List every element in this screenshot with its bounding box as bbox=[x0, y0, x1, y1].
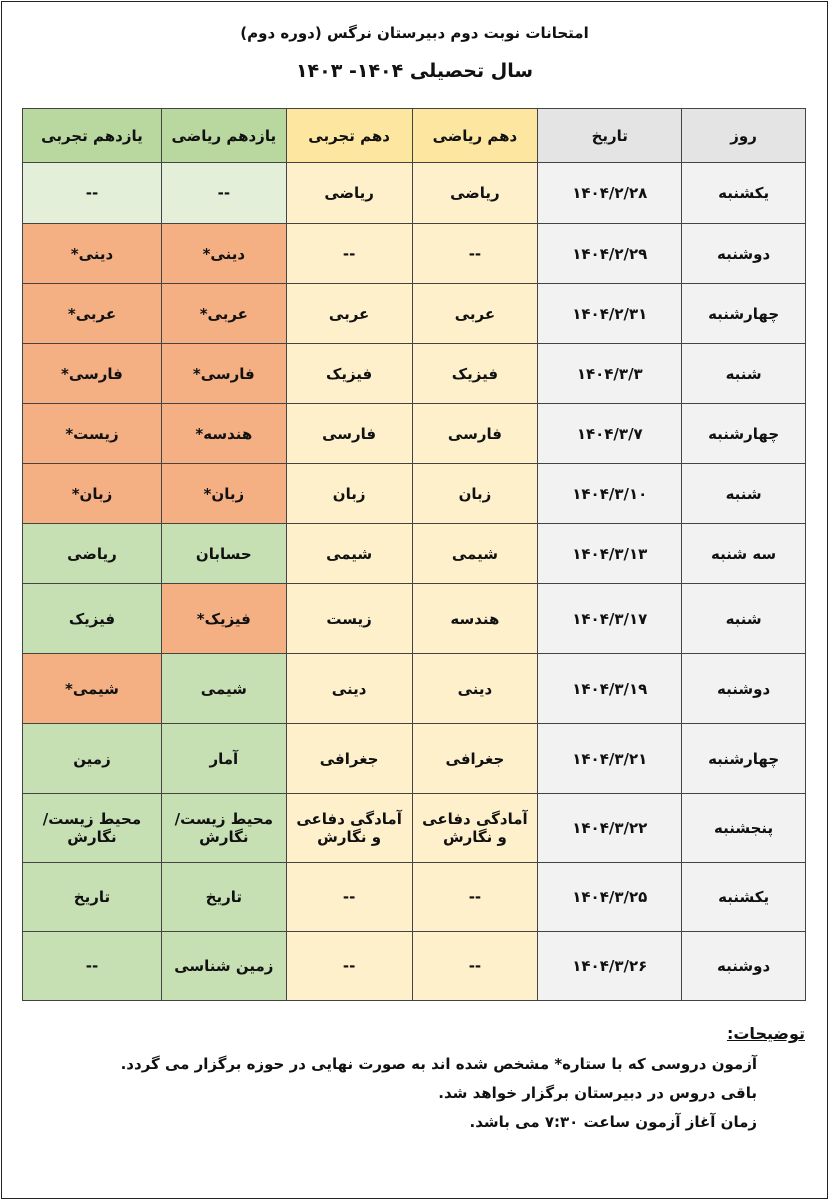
yazdahom-riazi-cell: آمار bbox=[161, 724, 286, 794]
dahom-riazi-cell: شیمی bbox=[412, 524, 538, 584]
exam-schedule-table bbox=[22, 108, 806, 1001]
day-cell: دوشنبه bbox=[682, 224, 806, 284]
dahom-riazi-cell: -- bbox=[412, 863, 538, 932]
yazdahom-tajrobi-cell: محیط زیست/ نگارش bbox=[23, 794, 162, 863]
dahom-tajrobi-cell: -- bbox=[286, 224, 412, 284]
day-cell: یکشنبه bbox=[682, 163, 806, 224]
header-date: تاریخ bbox=[538, 109, 682, 163]
table-row bbox=[23, 284, 806, 344]
day-cell: چهارشنبه bbox=[682, 404, 806, 464]
table-row bbox=[23, 932, 806, 1001]
day-cell: شنبه bbox=[682, 584, 806, 654]
yazdahom-riazi-cell: عربی* bbox=[161, 284, 286, 344]
table-row bbox=[23, 724, 806, 794]
yazdahom-tajrobi-cell: دینی* bbox=[23, 224, 162, 284]
date-cell: ۱۴۰۴/۳/۱۹ bbox=[538, 654, 682, 724]
table-row bbox=[23, 404, 806, 464]
table-row bbox=[23, 524, 806, 584]
date-cell: ۱۴۰۴/۳/۱۰ bbox=[538, 464, 682, 524]
dahom-riazi-cell: دینی bbox=[412, 654, 538, 724]
header-yazdahom-tajrobi: یازدهم تجربی bbox=[23, 109, 162, 163]
dahom-tajrobi-cell: شیمی bbox=[286, 524, 412, 584]
header-day: روز bbox=[682, 109, 806, 163]
dahom-riazi-cell: عربی bbox=[412, 284, 538, 344]
table-row bbox=[23, 654, 806, 724]
day-cell: یکشنبه bbox=[682, 863, 806, 932]
yazdahom-tajrobi-cell: زیست* bbox=[23, 404, 162, 464]
table-row bbox=[23, 794, 806, 863]
yazdahom-riazi-cell: شیمی bbox=[161, 654, 286, 724]
yazdahom-tajrobi-cell: شیمی* bbox=[23, 654, 162, 724]
date-cell: ۱۴۰۴/۲/۲۹ bbox=[538, 224, 682, 284]
table-body bbox=[23, 163, 806, 1001]
yazdahom-tajrobi-cell: عربی* bbox=[23, 284, 162, 344]
dahom-tajrobi-cell: جغرافی bbox=[286, 724, 412, 794]
table-row bbox=[23, 863, 806, 932]
date-cell: ۱۴۰۴/۳/۱۷ bbox=[538, 584, 682, 654]
dahom-tajrobi-cell: زبان bbox=[286, 464, 412, 524]
notes-section bbox=[25, 1024, 805, 1142]
dahom-tajrobi-cell: فیزیک bbox=[286, 344, 412, 404]
dahom-riazi-cell: هندسه bbox=[412, 584, 538, 654]
dahom-tajrobi-cell: -- bbox=[286, 863, 412, 932]
dahom-riazi-cell: فارسی bbox=[412, 404, 538, 464]
dahom-riazi-cell: جغرافی bbox=[412, 724, 538, 794]
table-row bbox=[23, 163, 806, 224]
yazdahom-tajrobi-cell: ریاضی bbox=[23, 524, 162, 584]
yazdahom-riazi-cell: فیزیک* bbox=[161, 584, 286, 654]
yazdahom-tajrobi-cell: فیزیک bbox=[23, 584, 162, 654]
yazdahom-riazi-cell: محیط زیست/ نگارش bbox=[161, 794, 286, 863]
dahom-riazi-cell: ریاضی bbox=[412, 163, 538, 224]
page-title: امتحانات نوبت دوم دبیرستان نرگس (دوره دوم) bbox=[240, 24, 589, 42]
schedule-page bbox=[1, 1, 828, 1199]
dahom-riazi-cell: -- bbox=[412, 224, 538, 284]
date-cell: ۱۴۰۴/۳/۷ bbox=[538, 404, 682, 464]
date-cell: ۱۴۰۴/۳/۲۱ bbox=[538, 724, 682, 794]
table-row bbox=[23, 344, 806, 404]
dahom-riazi-cell: زبان bbox=[412, 464, 538, 524]
date-cell: ۱۴۰۴/۳/۲۲ bbox=[538, 794, 682, 863]
date-cell: ۱۴۰۴/۳/۲۶ bbox=[538, 932, 682, 1001]
header-dahom-tajrobi: دهم تجربی bbox=[286, 109, 412, 163]
dahom-riazi-cell: فیزیک bbox=[412, 344, 538, 404]
day-cell: سه شنبه bbox=[682, 524, 806, 584]
notes-title: توضیحات: bbox=[726, 1024, 805, 1043]
academic-year: سال تحصیلی ۱۴۰۴- ۱۴۰۳ bbox=[295, 60, 534, 82]
day-cell: شنبه bbox=[682, 464, 806, 524]
table-header-row bbox=[23, 109, 806, 163]
dahom-tajrobi-cell: فارسی bbox=[286, 404, 412, 464]
date-cell: ۱۴۰۴/۳/۳ bbox=[538, 344, 682, 404]
yazdahom-riazi-cell: هندسه* bbox=[161, 404, 286, 464]
yazdahom-riazi-cell: زبان* bbox=[161, 464, 286, 524]
date-cell: ۱۴۰۴/۲/۲۸ bbox=[538, 163, 682, 224]
dahom-riazi-cell: آمادگی دفاعی و نگارش bbox=[412, 794, 538, 863]
yazdahom-riazi-cell: -- bbox=[161, 163, 286, 224]
table-row bbox=[23, 224, 806, 284]
yazdahom-tajrobi-cell: -- bbox=[23, 163, 162, 224]
day-cell: دوشنبه bbox=[682, 654, 806, 724]
yazdahom-riazi-cell: فارسی* bbox=[161, 344, 286, 404]
day-cell: چهارشنبه bbox=[682, 284, 806, 344]
yazdahom-tajrobi-cell: فارسی* bbox=[23, 344, 162, 404]
yazdahom-tajrobi-cell: زمین bbox=[23, 724, 162, 794]
dahom-tajrobi-cell: آمادگی دفاعی و نگارش bbox=[286, 794, 412, 863]
day-cell: چهارشنبه bbox=[682, 724, 806, 794]
day-cell: پنجشنبه bbox=[682, 794, 806, 863]
yazdahom-riazi-cell: حسابان bbox=[161, 524, 286, 584]
yazdahom-tajrobi-cell: -- bbox=[23, 932, 162, 1001]
day-cell: شنبه bbox=[682, 344, 806, 404]
table-row bbox=[23, 584, 806, 654]
yazdahom-riazi-cell: دینی* bbox=[161, 224, 286, 284]
yazdahom-riazi-cell: تاریخ bbox=[161, 863, 286, 932]
note-line: زمان آغاز آزمون ساعت ۷:۳۰ می باشد. bbox=[469, 1113, 757, 1131]
date-cell: ۱۴۰۴/۳/۲۵ bbox=[538, 863, 682, 932]
header-yazdahom-riazi: یازدهم ریاضی bbox=[161, 109, 286, 163]
dahom-tajrobi-cell: عربی bbox=[286, 284, 412, 344]
note-line: آزمون دروسی که با ستاره* مشخص شده اند به صورت نهایی در حوزه برگزار می گردد. bbox=[120, 1055, 757, 1073]
header-dahom-riazi: دهم ریاضی bbox=[412, 109, 538, 163]
yazdahom-riazi-cell: زمین شناسی bbox=[161, 932, 286, 1001]
yazdahom-tajrobi-cell: تاریخ bbox=[23, 863, 162, 932]
date-cell: ۱۴۰۴/۳/۱۳ bbox=[538, 524, 682, 584]
day-cell: دوشنبه bbox=[682, 932, 806, 1001]
dahom-tajrobi-cell: ریاضی bbox=[286, 163, 412, 224]
note-line: باقی دروس در دبیرستان برگزار خواهد شد. bbox=[438, 1084, 757, 1102]
dahom-tajrobi-cell: زیست bbox=[286, 584, 412, 654]
dahom-riazi-cell: -- bbox=[412, 932, 538, 1001]
dahom-tajrobi-cell: دینی bbox=[286, 654, 412, 724]
table-row bbox=[23, 464, 806, 524]
dahom-tajrobi-cell: -- bbox=[286, 932, 412, 1001]
yazdahom-tajrobi-cell: زبان* bbox=[23, 464, 162, 524]
date-cell: ۱۴۰۴/۲/۳۱ bbox=[538, 284, 682, 344]
